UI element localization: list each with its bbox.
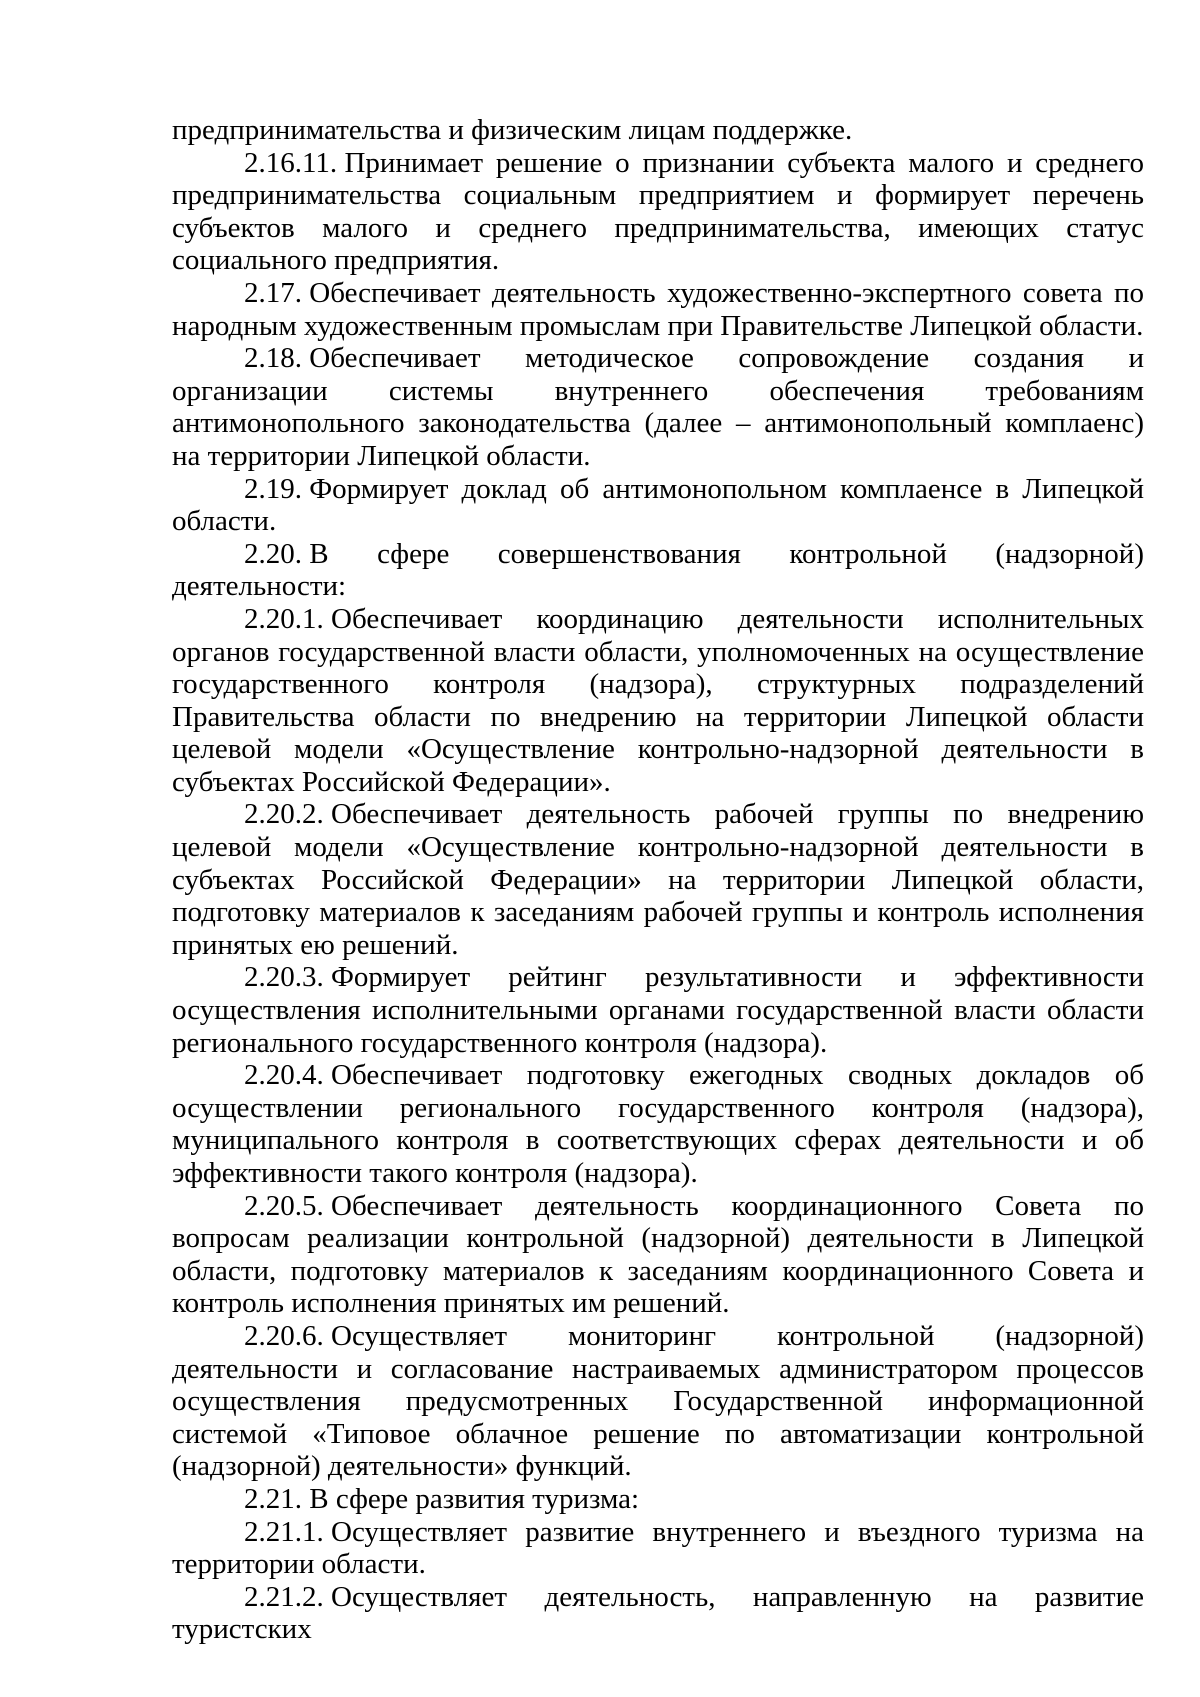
paragraph-2-20-6: [172, 1320, 1144, 1483]
paragraph-text: Обеспечивает деятельность координационного Совета по вопросам реализации контрольной (надзорной) деятельности в Липецкой области, подготовку материалов к заседаниям координационного Совета и контроль исполнения принятых им решений.: [172, 1189, 1144, 1320]
paragraph-2-20: [172, 538, 1144, 603]
paragraph-text: Обеспечивает координацию деятельности исполнительных органов государственной власти области, уполномоченных на осуществление государственного контроля (надзора), структурных подразделений Правительства области по внедрению на территории Липецкой области целевой модели «Осуществление контрольно-надзорной деятельности в субъектах Российской Федерации».: [172, 602, 1144, 798]
paragraph-number: 2.21.: [244, 1482, 302, 1515]
paragraph-continuation: [172, 114, 1144, 147]
paragraph-2-18: [172, 342, 1144, 472]
paragraph-text: Обеспечивает методическое сопровождение создания и организации системы внутреннего обеспечения требованиям антимонопольного законодательства (далее – антимонопольный комплаенс) на территории Липецкой области.: [172, 342, 1144, 472]
paragraph-2-20-1: [172, 603, 1144, 799]
paragraph-text: Осуществляет мониторинг контрольной (надзорной) деятельности и согласование настраиваемых администратором процессов осуществления предусмотренных Государственной информационной системой «Типовое облачное решение по автоматизации контрольной (надзорной) деятельности» функций.: [172, 1319, 1144, 1483]
paragraph-number: 2.20.6.: [244, 1319, 324, 1352]
paragraph-text: Принимает решение о признании субъекта малого и среднего предпринимательства социальным предприятием и формирует перечень субъектов малого и среднего предпринимательства, имеющих статус социального предприятия.: [172, 146, 1144, 277]
paragraph-number: 2.20.3.: [244, 961, 324, 994]
paragraph-2-17: [172, 277, 1144, 342]
paragraph-number: 2.20.: [244, 537, 302, 570]
paragraph-text: В сфере совершенствования контрольной (надзорной) деятельности:: [172, 537, 1144, 603]
paragraph-text: Формирует доклад об антимонопольном комплаенсе в Липецкой области.: [172, 472, 1144, 538]
paragraph-text: Осуществляет развитие внутреннего и въездного туризма на территории области.: [172, 1515, 1144, 1581]
paragraph-number: 2.17.: [244, 276, 302, 309]
paragraph-text: предпринимательства и физическим лицам поддержке.: [172, 114, 853, 146]
paragraph-number: 2.20.5.: [244, 1189, 324, 1222]
paragraph-text: Осуществляет деятельность, направленную на развитие туристских: [172, 1580, 1144, 1646]
paragraph-text: Обеспечивает деятельность художественно-экспертного совета по народным художественным промыслам при Правительстве Липецкой области.: [172, 276, 1144, 342]
document-body: [172, 114, 1144, 1646]
paragraph-2-21-2: [172, 1581, 1144, 1646]
paragraph-2-16-11: [172, 147, 1144, 277]
paragraph-number: 2.20.4.: [244, 1059, 324, 1092]
paragraph-text: Обеспечивает подготовку ежегодных сводных докладов об осуществлении регионального государственного контроля (надзора), муниципального контроля в соответствующих сферах деятельности и об эффективности такого контроля (надзора).: [172, 1059, 1144, 1189]
paragraph-text: В сфере развития туризма:: [309, 1482, 640, 1515]
paragraph-2-20-2: [172, 798, 1144, 961]
paragraph-text: Формирует рейтинг результативности и эффективности осуществления исполнительными органами государственной власти области регионального государственного контроля (надзора).: [172, 961, 1144, 1059]
paragraph-2-20-4: [172, 1059, 1144, 1189]
paragraph-2-19: [172, 473, 1144, 538]
paragraph-number: 2.21.1.: [244, 1515, 324, 1548]
paragraph-2-20-3: [172, 961, 1144, 1059]
paragraph-2-21: [172, 1483, 1144, 1516]
paragraph-2-20-5: [172, 1190, 1144, 1320]
paragraph-number: 2.19.: [244, 472, 302, 505]
paragraph-2-21-1: [172, 1516, 1144, 1581]
paragraph-number: 2.16.11.: [244, 146, 338, 179]
paragraph-number: 2.20.1.: [244, 602, 324, 635]
paragraph-number: 2.18.: [244, 342, 302, 375]
paragraph-text: Обеспечивает деятельность рабочей группы по внедрению целевой модели «Осуществление контрольно-надзорной деятельности в субъектах Российской Федерации» на территории Липецкой области, подготовку материалов к заседаниям рабочей группы и контроль исполнения принятых ею решений.: [172, 798, 1144, 961]
paragraph-number: 2.21.2.: [244, 1580, 324, 1613]
paragraph-number: 2.20.2.: [244, 798, 324, 831]
